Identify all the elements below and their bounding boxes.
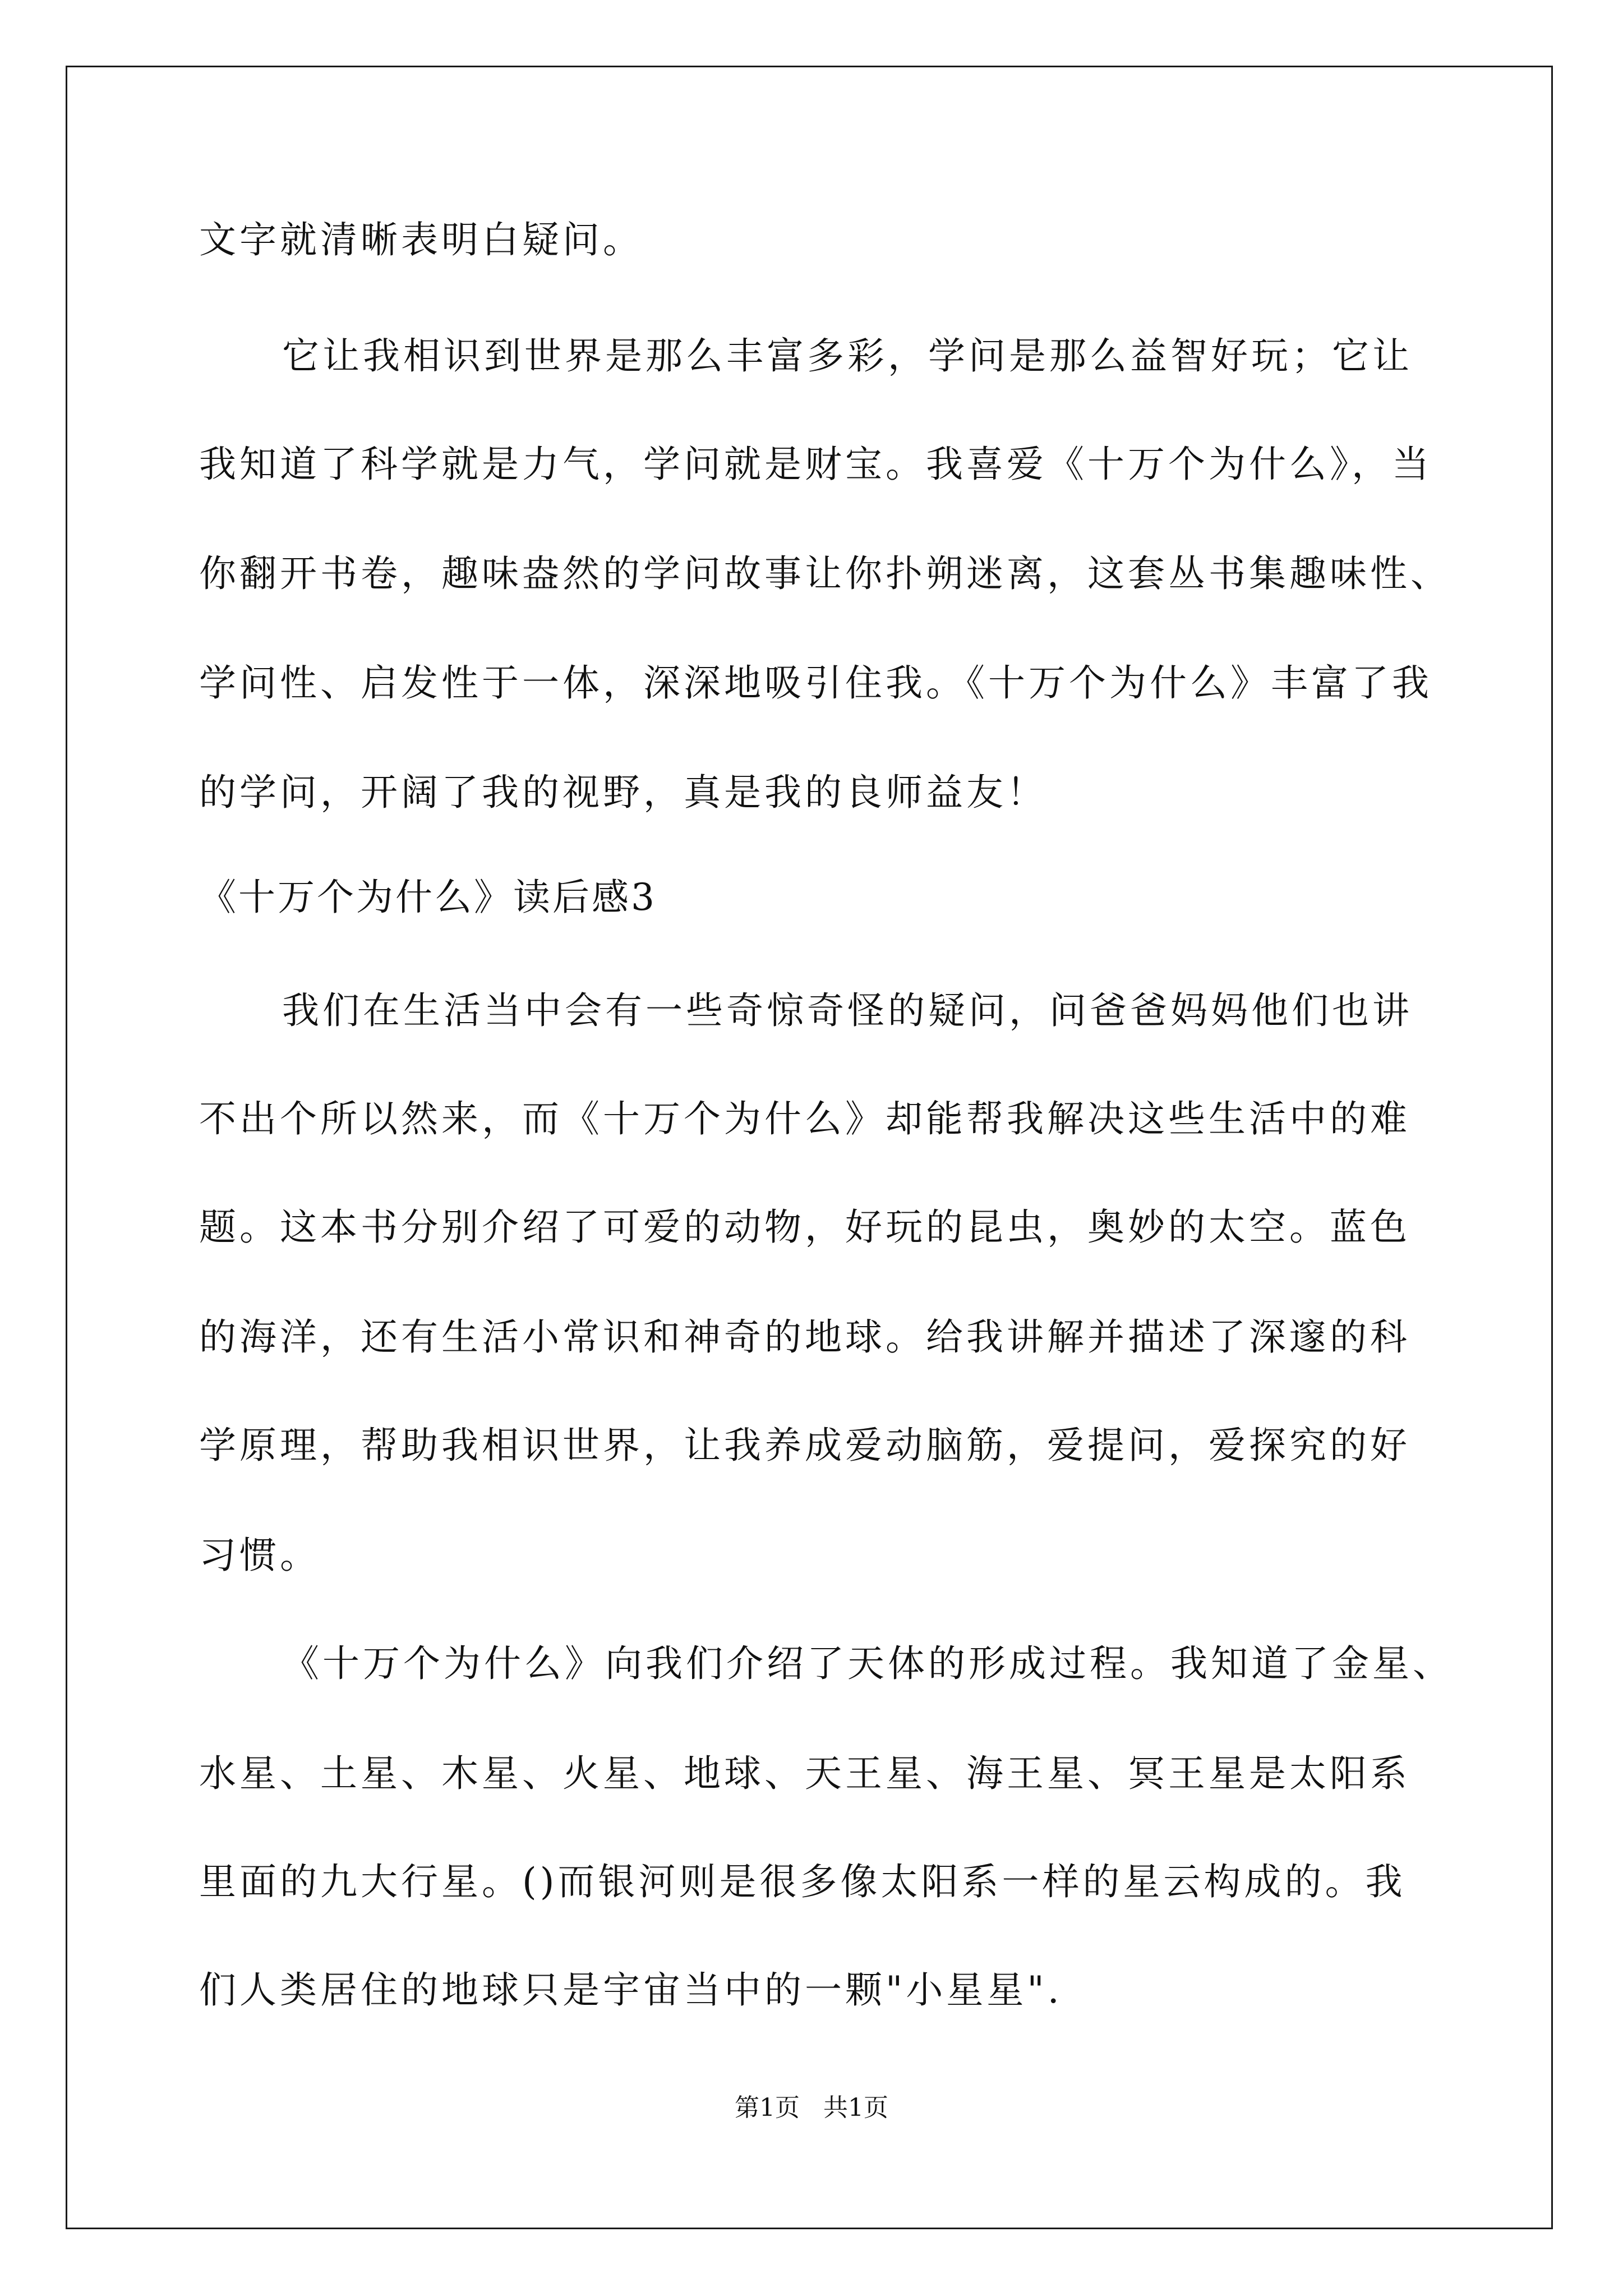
page-number: 第1页 共1页 [735, 2093, 888, 2122]
page-border [66, 66, 1553, 2229]
text-line: 的海洋，还有生活小常识和神奇的地球。给我讲解并描述了深邃的科 [199, 1315, 1410, 1359]
text-line: 我们在生活当中会有一些奇惊奇怪的疑问，问爸爸妈妈他们也讲 [282, 989, 1413, 1032]
section-heading: 《十万个为什么》读后感3 [199, 876, 657, 919]
text-line: 《十万个为什么》向我们介绍了天体的形成过程。我知道了金星、 [282, 1642, 1453, 1685]
text-line: 里面的九大行星。()而银河则是很多像太阳系一样的星云构成的。我 [199, 1860, 1406, 1903]
text-line: 水星、土星、木星、火星、地球、天王星、海王星、冥王星是太阳系 [199, 1752, 1410, 1795]
text-line: 你翻开书卷，趣味盎然的学问故事让你扑朔迷离，这套丛书集趣味性、 [199, 552, 1451, 595]
text-line: 不出个所以然来，而《十万个为什么》却能帮我解决这些生活中的难 [199, 1097, 1410, 1140]
text-line: 题。这本书分别介绍了可爱的动物，好玩的昆虫，奥妙的太空。蓝色 [199, 1205, 1410, 1249]
text-line: 学问性、启发性于一体，深深地吸引住我。《十万个为什么》丰富了我 [199, 661, 1432, 705]
text-line: 们人类居住的地球只是宇宙当中的一颗"小星星". [199, 1968, 1063, 2012]
text-line: 学原理，帮助我相识世界，让我养成爱动脑筋，爱提问，爱探究的好 [199, 1424, 1410, 1467]
text-line: 我知道了科学就是力气，学问就是财宝。我喜爱《十万个为什么》，当 [199, 443, 1432, 486]
text-line: 文字就清晰表明白疑问。 [199, 218, 643, 261]
text-line: 它让我相识到世界是那么丰富多彩，学问是那么益智好玩；它让 [282, 334, 1413, 378]
text-line: 的学问，开阔了我的视野，真是我的良师益友！ [199, 771, 1047, 814]
text-line: 习惯。 [199, 1534, 320, 1577]
